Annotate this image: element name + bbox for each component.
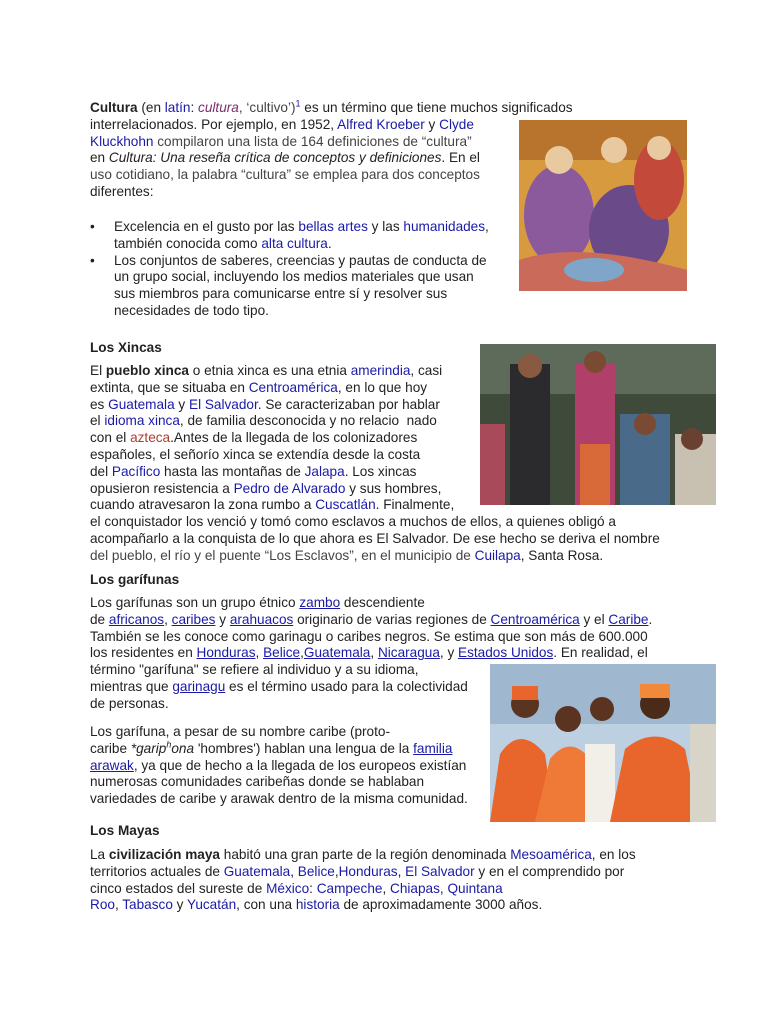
mayas-paragraph: [90, 847, 710, 914]
text: .: [648, 611, 653, 627]
text: el conquistador los venció y tomó como esclavos a muchos de ellos, a quienes obligó a: [90, 514, 616, 529]
link-pedro-de-alvarado[interactable]: Pedro de Alvarado: [233, 480, 346, 496]
text: . En el: [441, 150, 480, 166]
text: El: [90, 363, 106, 378]
text: ,: [114, 897, 123, 913]
text: ,: [290, 863, 298, 879]
text: término "garífuna" se refiere al individuo y a su idioma,: [90, 662, 419, 677]
text: . En realidad, el: [553, 645, 648, 661]
link-honduras[interactable]: Honduras: [196, 645, 256, 661]
link-quintana-roo[interactable]: Quintana: [447, 880, 503, 896]
link-chiapas[interactable]: Chiapas: [390, 880, 440, 896]
text: y: [174, 396, 189, 412]
text: ,: [300, 645, 304, 661]
text: También se les conoce como garinagu o caribes negros. Se estima que son más de 600.000: [90, 628, 648, 644]
link-guatemala[interactable]: Guatemala: [223, 863, 291, 879]
link-pacifico[interactable]: Pacífico: [111, 463, 161, 479]
text: mientras que: [90, 678, 173, 694]
text: de: [90, 611, 109, 627]
text: La: [90, 847, 109, 862]
link-arahuacos[interactable]: arahuacos: [229, 611, 294, 627]
cultura-paragraph: [90, 100, 590, 201]
link-jalapa[interactable]: Jalapa: [304, 463, 345, 479]
link-alta-cultura[interactable]: alta cultura: [261, 235, 328, 251]
text: extinta, que se situaba en: [90, 379, 249, 395]
text: cuando atravesaron la zona rumbo a: [90, 497, 316, 513]
text: ,: [485, 219, 489, 234]
link-cuscatlan[interactable]: Cuscatlán: [315, 497, 376, 513]
link-arawak[interactable]: arawak: [90, 757, 134, 773]
text: ,: [382, 880, 391, 896]
text: el: [90, 413, 105, 429]
italic-term: h: [166, 739, 172, 750]
link-roo[interactable]: Roo: [90, 897, 115, 913]
link-garinagu[interactable]: garinagu: [172, 678, 226, 694]
text: de aproximadamente 3000 años.: [339, 897, 543, 913]
italic-term: *garip: [130, 740, 167, 756]
text: habitó una gran parte de la región denominada: [219, 847, 511, 862]
text: es un término que tiene muchos significados: [300, 100, 573, 115]
text: del pueblo, el río y el puente “Los Esclavos”, en el municipio de: [90, 547, 475, 563]
link-centroamerica[interactable]: Centroamérica: [248, 379, 338, 395]
link-belice[interactable]: Belice: [297, 863, 335, 879]
text: Excelencia en el gusto por las: [114, 219, 299, 234]
cultura-term: Cultura: [90, 100, 138, 115]
book-title: Cultura: Una reseña crítica de conceptos y definiciones: [108, 150, 442, 166]
xinca-women-image: [480, 344, 716, 505]
link-bellas-artes[interactable]: bellas artes: [298, 219, 368, 234]
link-el-salvador[interactable]: El Salvador: [405, 863, 475, 879]
text: numerosas comunidades caribeñas donde se hablaban: [90, 774, 425, 790]
list-item: [90, 219, 510, 253]
link-belice[interactable]: Belice: [263, 645, 301, 661]
text: .: [327, 235, 332, 251]
link-campeche[interactable]: Campeche: [316, 880, 383, 896]
italic-term: ona: [171, 740, 195, 756]
text: :: [309, 880, 317, 896]
text: un grupo social, incluyendo los medios materiales que usan: [114, 269, 474, 285]
text: ,: [397, 863, 406, 879]
garifunas-paragraph: [90, 595, 710, 662]
link-guatemala[interactable]: Guatemala: [108, 396, 175, 412]
heading-xincas: Los Xincas: [90, 340, 162, 355]
text: hasta las montañas de: [160, 463, 305, 479]
link-estados-unidos[interactable]: Estados Unidos: [458, 645, 554, 661]
text: del: [90, 463, 112, 479]
text: sus miembros para comunicarse entre sí y resolver sus: [114, 286, 448, 302]
text: , ‘cultivo’): [238, 100, 296, 115]
text: y las: [367, 219, 404, 234]
text: y: [215, 611, 230, 627]
text: . Los xincas: [344, 463, 417, 479]
text: , con una: [236, 897, 296, 913]
text: o etnia xinca es una etnia: [188, 363, 351, 378]
text: , y: [439, 645, 459, 661]
link-amerindia[interactable]: amerindia: [350, 363, 411, 378]
heading-garifunas: Los garífunas: [90, 572, 180, 587]
text: es el término usado para la colectividad: [225, 678, 468, 694]
text: (en: [137, 100, 165, 115]
link-mexico[interactable]: México: [266, 880, 310, 896]
link-azteca[interactable]: azteca: [130, 430, 171, 446]
text: en: [90, 150, 109, 166]
text: , casi: [410, 363, 443, 378]
link-latin[interactable]: latín: [164, 100, 191, 115]
link-historia[interactable]: historia: [295, 897, 340, 913]
text: , de familia desconocida y no relacio nado: [179, 413, 437, 429]
link-africanos[interactable]: africanos: [108, 611, 165, 627]
bold-term: civilización maya: [108, 847, 220, 862]
xincas-paragraph-cont: [90, 514, 690, 564]
garifunas-paragraph-cont: [90, 662, 490, 712]
text: compilaron una lista de 164 definiciones de “cultura”: [153, 133, 472, 149]
footnote-ref[interactable]: 1: [295, 98, 301, 109]
bold-term: pueblo xinca: [105, 363, 189, 378]
text: necesidades de todo tipo.: [114, 302, 269, 318]
text: . Se caracterizaban por hablar: [257, 396, 440, 412]
text: ,: [255, 645, 264, 661]
text: ,: [370, 645, 378, 661]
link-zambo[interactable]: zambo: [299, 595, 341, 610]
text: variedades de caribe y arawak dentro de la misma comunidad.: [90, 791, 468, 807]
text: . Finalmente,: [375, 497, 455, 513]
text: y sus hombres,: [345, 480, 442, 496]
garifunas-paragraph-2: [90, 724, 490, 808]
link-yucatan[interactable]: Yucatán: [187, 897, 237, 913]
link-idioma-xinca[interactable]: idioma xinca: [104, 413, 180, 429]
text: Los garífuna, a pesar de su nombre caribe (proto-: [90, 724, 390, 739]
link-guatemala[interactable]: Guatemala: [303, 645, 371, 661]
text: caribe: [90, 740, 131, 756]
text: cinco estados del sureste de: [90, 880, 267, 896]
text: y: [172, 897, 187, 913]
link-caribe[interactable]: Caribe: [608, 611, 649, 627]
text: uso cotidiano, la palabra “cultura” se emplea para dos conceptos: [90, 167, 480, 183]
link-familia-arawak[interactable]: familia: [413, 740, 453, 756]
text: los residentes en: [90, 645, 197, 661]
heading-mayas: Los Mayas: [90, 823, 160, 838]
text: , Santa Rosa.: [520, 547, 604, 563]
link-kluckhohn[interactable]: Kluckhohn: [90, 133, 154, 149]
text: ,: [334, 863, 339, 879]
text: .Antes de la llegada de los colonizadores: [170, 430, 418, 446]
link-centroamerica[interactable]: Centroamérica: [490, 611, 580, 627]
text: y el: [579, 611, 609, 627]
text: con el: [90, 430, 131, 446]
cultura-list: [90, 219, 510, 320]
text: interrelacionados. Por ejemplo, en 1952,: [90, 116, 338, 132]
garifuna-dancers-image: [490, 664, 716, 822]
text: Los garífunas son un grupo étnico: [90, 595, 300, 610]
xincas-paragraph: [90, 363, 490, 514]
text: es: [90, 396, 109, 412]
text: de personas.: [90, 695, 169, 711]
link-clyde-kluckhohn[interactable]: Clyde: [439, 116, 474, 132]
text: opusieron resistencia a: [90, 480, 234, 496]
text: territorios actuales de: [90, 863, 224, 879]
text: :: [190, 100, 199, 115]
text: y en el comprendido por: [474, 863, 625, 879]
text: , ya que de hecho a la llegada de los europeos existían: [133, 757, 467, 773]
link-humanidades[interactable]: humanidades: [403, 219, 486, 234]
link-el-salvador[interactable]: El Salvador: [189, 396, 258, 412]
link-mesoamerica[interactable]: Mesoamérica: [510, 847, 592, 862]
text: y: [424, 116, 440, 132]
text: descendiente: [340, 595, 425, 610]
persian-painting-image: [519, 120, 687, 291]
text: 'hombres') hablan una lengua de la: [194, 740, 414, 756]
text: acompañarlo a la conquista de lo que ahora es El Salvador. De ese hecho se deriva el nombre: [90, 530, 660, 546]
link-alfred-kroeber[interactable]: Alfred Kroeber: [337, 116, 425, 132]
link-tabasco[interactable]: Tabasco: [122, 897, 173, 913]
link-cultura[interactable]: cultura: [198, 100, 239, 115]
text: Los conjuntos de saberes, creencias y pautas de conducta de: [114, 252, 487, 268]
text: , en los: [591, 847, 636, 862]
text: originario de varias regiones de: [293, 611, 491, 627]
text: diferentes:: [90, 183, 154, 199]
list-item: [90, 253, 510, 320]
text: ,: [439, 880, 448, 896]
text: , en lo que hoy: [337, 379, 428, 395]
link-caribes[interactable]: caribes: [171, 611, 216, 627]
link-honduras[interactable]: Honduras: [338, 863, 398, 879]
text: también conocida como: [114, 235, 262, 251]
text: españoles, el señorío xinca se extendía desde la costa: [90, 446, 421, 462]
link-nicaragua[interactable]: Nicaragua: [377, 645, 440, 661]
link-cuilapa[interactable]: Cuilapa: [474, 547, 521, 563]
text: ,: [164, 611, 172, 627]
